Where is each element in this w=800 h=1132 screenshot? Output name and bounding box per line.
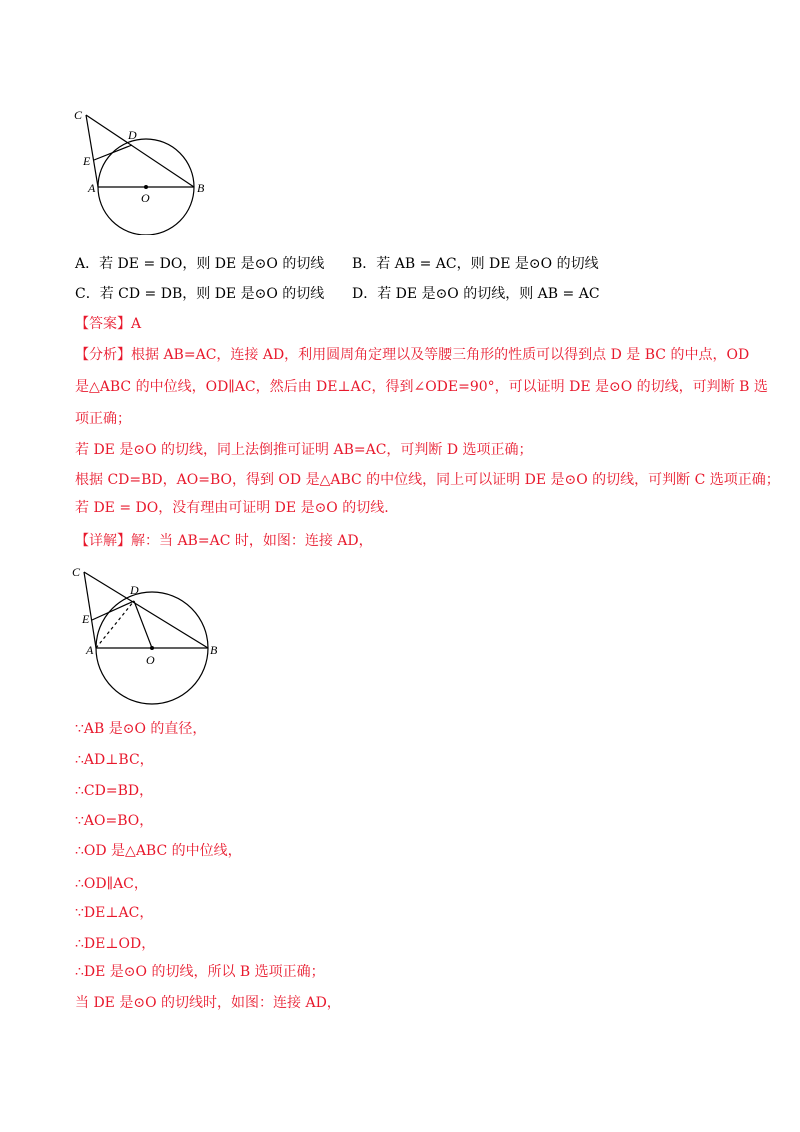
label-d-2: D xyxy=(130,583,139,597)
answer: 【答案】A xyxy=(75,316,142,332)
option-d: D．若 DE 是⊙O 的切线，则 AB = AC xyxy=(352,286,600,302)
proof-line: ∴OD 是△ABC 的中位线， xyxy=(75,843,242,859)
proof-line: ∴CD=BD， xyxy=(75,783,154,799)
label-b: B xyxy=(197,181,205,195)
detail-intro: 【详解】解：当 AB=AC 时，如图：连接 AD， xyxy=(75,533,373,549)
proof-line: ∵AB 是⊙O 的直径， xyxy=(75,721,207,737)
label-d: D xyxy=(128,128,137,142)
analysis-line-6: 若 DE = DO，没有理由可证明 DE 是⊙O 的切线. xyxy=(75,500,389,516)
proof-line: 当 DE 是⊙O 的切线时，如图：连接 AD， xyxy=(75,995,341,1011)
label-o: O xyxy=(141,191,150,205)
label-a: A xyxy=(88,181,96,195)
center-o-dot-2 xyxy=(150,646,154,650)
analysis-line-1: 【分析】根据 AB=AC，连接 AD，利用圆周角定理以及等腰三角形的性质可以得到点 D 是 BC 的中点，OD xyxy=(75,347,750,363)
analysis-line-5: 根据 CD=BD，AO=BO，得到 OD 是△ABC 的中位线，同上可以证明 DE 是⊙O 的切线，可判断 C 选项正确； xyxy=(75,472,780,488)
option-c: C．若 CD = DB，则 DE 是⊙O 的切线 xyxy=(75,286,325,302)
proof-line: ∴OD∥AC， xyxy=(75,876,148,892)
label-o-2: O xyxy=(146,653,155,667)
label-e-2: E xyxy=(82,612,90,626)
analysis-line-3: 项正确； xyxy=(75,411,131,427)
label-a-2: A xyxy=(86,643,94,657)
option-a: A．若 DE = DO，则 DE 是⊙O 的切线 xyxy=(75,256,325,272)
segment-de-2 xyxy=(92,601,134,620)
segment-ca xyxy=(86,115,98,187)
analysis-line-2: 是△ABC 的中位线，OD∥AC，然后由 DE⊥AC，得到∠ODE=90°，可以证明 DE 是⊙O 的切线，可判断 B 选 xyxy=(75,379,768,395)
proof-line: ∵AO=BO， xyxy=(75,813,154,829)
label-b-2: B xyxy=(210,643,218,657)
proof-line: ∵DE⊥AC， xyxy=(75,905,154,921)
figure-2-geometry xyxy=(70,560,230,710)
label-e: E xyxy=(83,154,91,168)
label-c-2: C xyxy=(72,565,81,579)
label-c: C xyxy=(74,108,83,122)
segment-de xyxy=(94,145,132,160)
center-o-dot xyxy=(144,185,148,189)
figure-1-geometry xyxy=(70,105,230,235)
proof-line: ∴DE⊥OD， xyxy=(75,936,156,952)
analysis-line-4: 若 DE 是⊙O 的切线，同上法倒推可证明 AB=AC，可判断 D 选项正确； xyxy=(75,442,533,458)
proof-line: ∴DE 是⊙O 的切线，所以 B 选项正确； xyxy=(75,964,325,980)
segment-ca-2 xyxy=(84,572,96,648)
segment-cb-2 xyxy=(84,572,208,648)
option-b: B．若 AB = AC，则 DE 是⊙O 的切线 xyxy=(352,256,599,272)
proof-line: ∴AD⊥BC， xyxy=(75,752,154,768)
